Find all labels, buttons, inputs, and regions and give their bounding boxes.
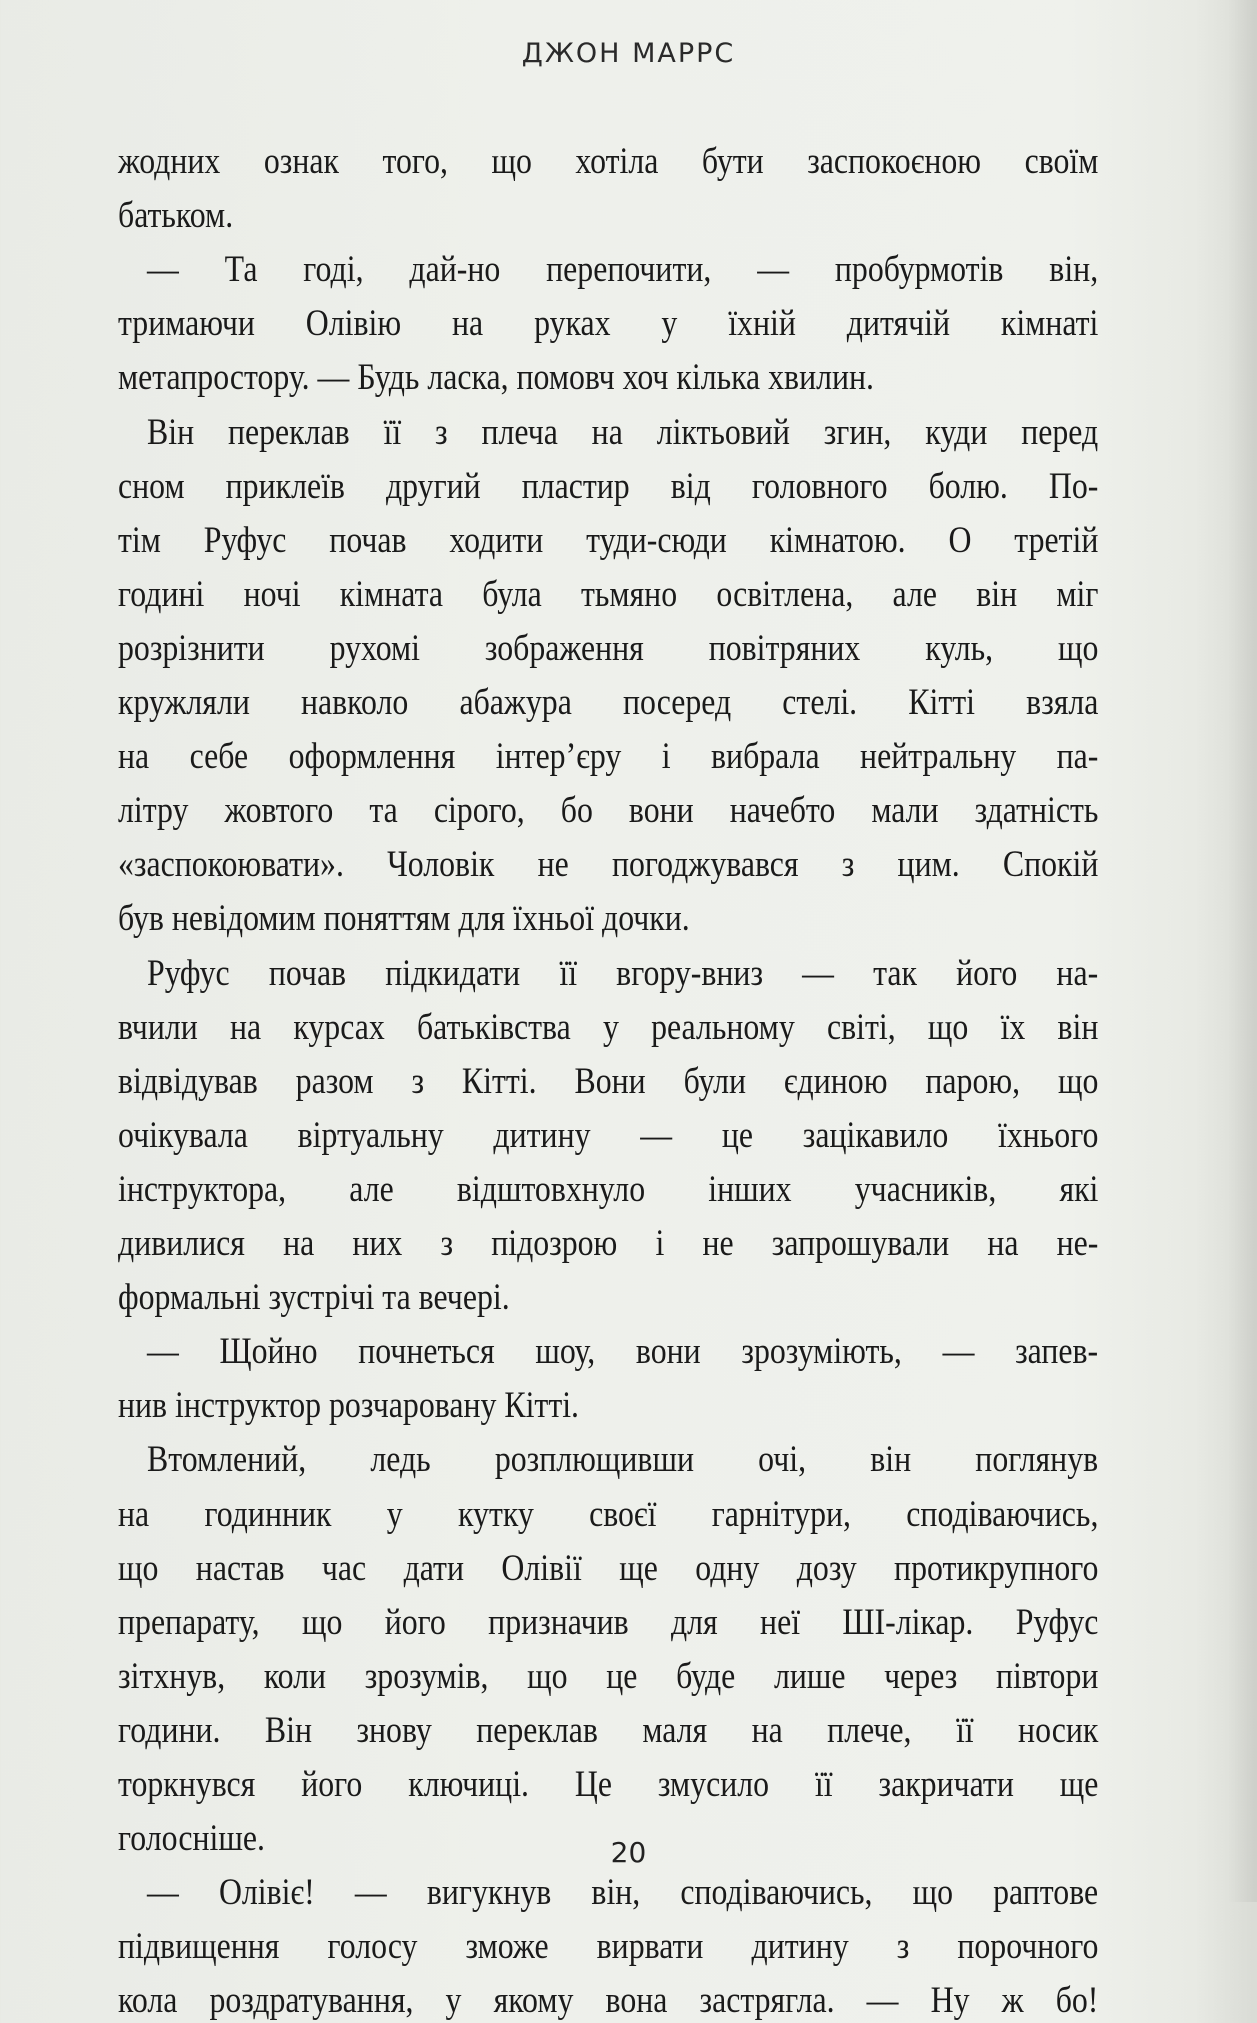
text-line: годині ночі кімната була тьмяно освітлена, але він міг xyxy=(118,573,1099,615)
text-line: був невідомим поняттям для їхньої дочки. xyxy=(118,898,690,940)
text-line: інструктора, але відштовхнуло інших учасників, які xyxy=(118,1168,1099,1210)
text-line: очікувала віртуальну дитину — це зацікавило їхнього xyxy=(118,1114,1099,1156)
text-line: відвідував разом з Кітті. Вони були єдиною парою, що xyxy=(118,1060,1099,1102)
text-line: кружляли навколо абажура посеред стелі. Кітті взяла xyxy=(118,682,1099,723)
text-line: метапростору. — Будь ласка, помовч хоч кілька хвилин. xyxy=(118,357,874,399)
text-line: підвищення голосу зможе вирвати дитину з порочного xyxy=(118,1926,1099,1968)
page-edge-shadow xyxy=(1227,0,1257,1902)
text-line: дивилися на них з підозрою і не запрошували на не- xyxy=(118,1223,1099,1264)
text-line: що настав час дати Олівії ще одну дозу протикрупного xyxy=(118,1547,1099,1589)
text-line: на себе оформлення інтер’єру і вибрала нейтральну па- xyxy=(118,736,1099,778)
text-line: Він переклав її з плеча на ліктьовий згин, куди перед xyxy=(147,411,1099,453)
text-line: «заспокоювати». Чоловік не погоджувався з цим. Спокій xyxy=(118,844,1099,886)
text-line: зітхнув, коли зрозумів, що це буде лише через півтори xyxy=(118,1655,1099,1697)
text-line: — Щойно почнеться шоу, вони зрозуміють, — запев- xyxy=(147,1331,1099,1373)
text-line: вчили на курсах батьківства у реальному світі, що їх він xyxy=(118,1006,1099,1048)
text-line: сном приклеїв другий пластир від головного болю. По- xyxy=(118,465,1099,507)
text-line: тім Руфус почав ходити туди-сюди кімнатою. О третій xyxy=(118,519,1099,561)
text-line: нив інструктор розчаровану Кітті. xyxy=(118,1385,580,1427)
text-line: літру жовтого та сірого, бо вони начебто мали здатність xyxy=(118,790,1099,832)
page-number: 20 xyxy=(610,1836,647,1869)
text-line: на годинник у кутку своєї гарнітури, сподіваючись, xyxy=(118,1493,1099,1535)
text-line: батьком. xyxy=(118,195,234,237)
text-line: — Олівіє! — вигукнув він, сподіваючись, що раптове xyxy=(147,1872,1099,1914)
text-line: формальні зустрічі та вечері. xyxy=(118,1277,510,1319)
text-line: години. Він знову переклав маля на плече, її носик xyxy=(118,1709,1099,1751)
text-line: тримаючи Олівію на руках у їхній дитячій кімнаті xyxy=(118,303,1099,345)
running-head-author: ДЖОН МАРРС xyxy=(521,38,736,69)
text-line: — Та годі, дай-но перепочити, — пробурмотів він, xyxy=(147,249,1099,291)
text-line: торкнувся його ключиці. Це змусило її закричати ще xyxy=(118,1764,1099,1805)
text-line: голосніше. xyxy=(118,1818,265,1860)
text-line: жодних ознак того, що хотіла бути заспокоєною своїм xyxy=(118,141,1099,182)
text-line: розрізнити рухомі зображення повітряних куль, що xyxy=(118,627,1099,669)
text-line: кола роздратування, у якому вона застрягла. — Ну ж бо! xyxy=(118,1980,1099,2022)
text-line: Руфус почав підкидати її вгору-вниз — так його на- xyxy=(147,952,1099,994)
text-line: препарату, що його призначив для неї ШІ-лікар. Руфус xyxy=(118,1601,1099,1643)
text-line: Втомлений, ледь розплющивши очі, він поглянув xyxy=(147,1439,1099,1481)
